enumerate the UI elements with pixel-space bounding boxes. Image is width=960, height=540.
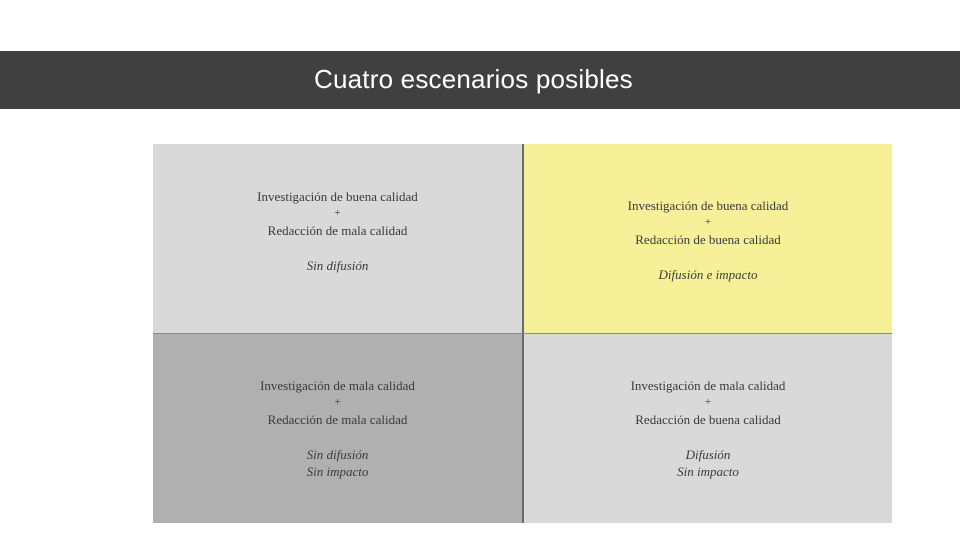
writing-quality-label: Redacción de mala calidad <box>267 223 408 238</box>
quadrant-bottom-left <box>153 334 522 523</box>
research-quality-label: Investigación de buena calidad <box>257 189 418 204</box>
plus-sign: + <box>704 396 712 408</box>
quadrant-content <box>524 377 892 480</box>
scenario-matrix <box>153 144 892 523</box>
research-quality-label: Investigación de mala calidad <box>630 378 786 393</box>
quadrant-content <box>153 377 522 480</box>
quadrant-top-left <box>153 144 522 333</box>
outcome-label: Sin difusión <box>306 258 369 273</box>
quadrant-content <box>524 197 892 283</box>
writing-quality-label: Redacción de buena calidad <box>635 232 781 247</box>
writing-quality-label: Redacción de buena calidad <box>635 412 781 427</box>
research-quality-label: Investigación de buena calidad <box>627 198 789 213</box>
plus-sign: + <box>704 216 712 228</box>
outcome-label-secondary: Sin impacto <box>306 464 369 479</box>
quadrant-top-right <box>524 144 892 333</box>
plus-sign: + <box>334 396 341 408</box>
plus-sign: + <box>334 207 341 219</box>
research-quality-label: Investigación de mala calidad <box>260 378 415 393</box>
outcome-label: Difusión <box>685 447 731 462</box>
quadrant-content <box>153 188 522 274</box>
horizontal-divider <box>153 333 892 334</box>
slide-title: Cuatro escenarios posibles <box>314 64 633 94</box>
quadrant-bottom-right <box>524 334 892 523</box>
outcome-label: Sin difusión <box>306 447 369 462</box>
outcome-label-secondary: Sin impacto <box>677 464 739 479</box>
outcome-label: Difusión e impacto <box>658 267 758 282</box>
writing-quality-label: Redacción de mala calidad <box>267 412 408 427</box>
